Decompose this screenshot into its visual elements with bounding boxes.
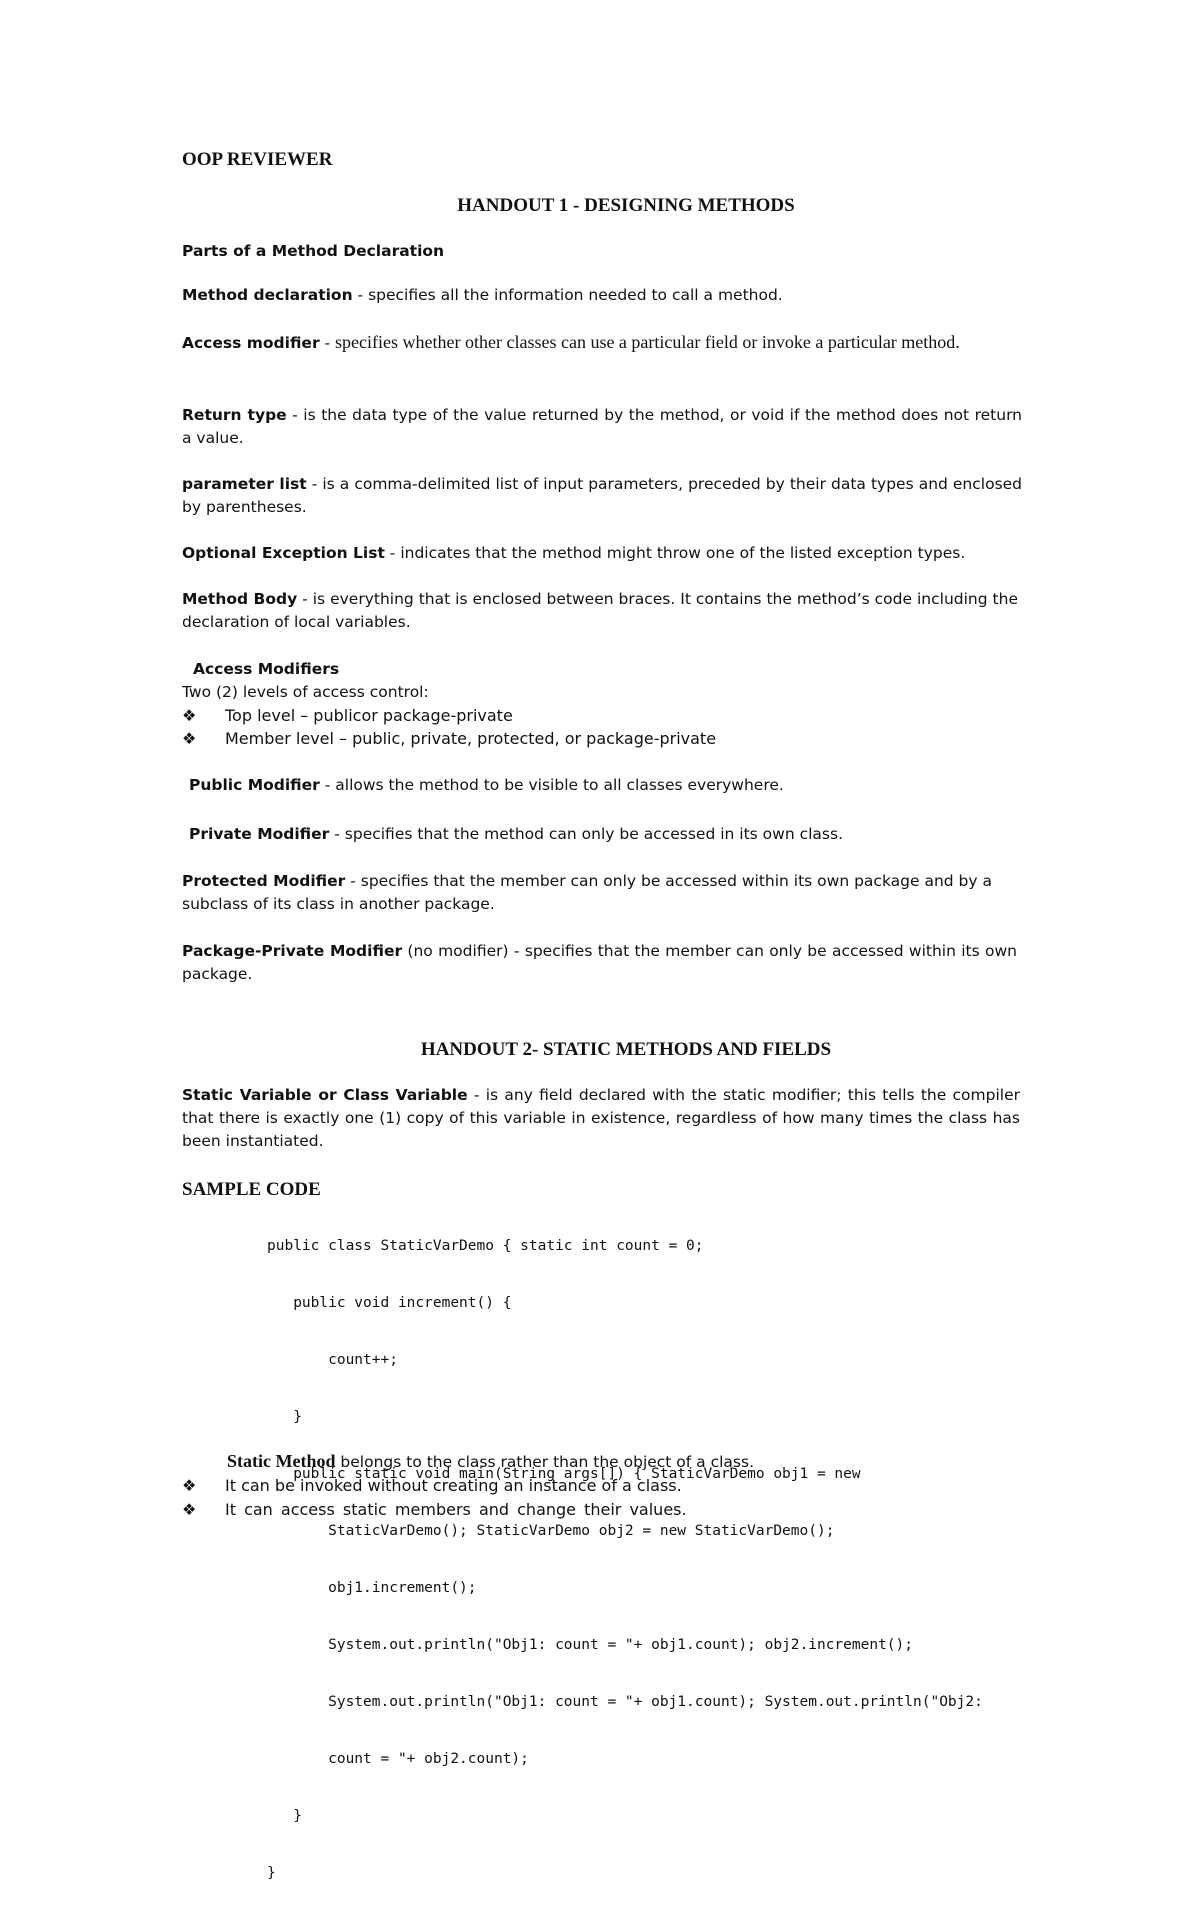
modifier-text: allows the method to be visible to all classes everywhere. bbox=[335, 776, 784, 794]
modifier-sep: - bbox=[319, 776, 336, 794]
definition-term: Access modifier bbox=[182, 334, 320, 352]
code-line: } bbox=[267, 1808, 302, 1824]
modifier-term: Protected Modifier bbox=[182, 872, 346, 890]
definition-sep: - bbox=[297, 590, 313, 608]
handout2-heading: HANDOUT 2- STATIC METHODS AND FIELDS bbox=[420, 1039, 832, 1060]
static-variable-text: is any field declared with the static modifier; this tells the compiler that there is exactly one (1) copy of this variable in existence, regardless of how many times the class has been instantiated. bbox=[182, 1086, 1020, 1150]
static-method-bullet-item: It can be invoked without creating an instance of a class. bbox=[225, 1476, 682, 1495]
static-method-bullet-item: It can access static members and change their values. bbox=[225, 1500, 687, 1519]
modifier-private bbox=[189, 823, 1029, 846]
definition-access-modifier bbox=[182, 331, 1002, 355]
diamond-bullet-icon: ❖ bbox=[182, 1476, 197, 1495]
code-line: public static void main(String args[]) { StaticVarDemo obj1 = new bbox=[267, 1466, 861, 1482]
static-variable-term: Static Variable or Class Variable bbox=[182, 1086, 468, 1104]
access-bullet-item: Top level – publicor package-private bbox=[225, 706, 513, 725]
definition-text: specifies all the information needed to call a method. bbox=[368, 286, 783, 304]
definition-text: is a comma-delimited list of input parameters, preceded by their data types and enclosed by parentheses. bbox=[182, 475, 1023, 516]
code-line: obj1.increment(); bbox=[267, 1580, 477, 1596]
modifier-text: specifies that the member can only be accessed within its own package. bbox=[182, 942, 1017, 983]
definition-parameter-list bbox=[182, 473, 1022, 519]
definition-text: specifies whether other classes can use a particular field or invoke a particular method. bbox=[335, 332, 960, 352]
access-modifiers-intro: Two (2) levels of access control: bbox=[182, 683, 429, 701]
code-block bbox=[267, 1199, 983, 1921]
modifier-sep: - bbox=[345, 872, 361, 890]
definition-text: is everything that is enclosed between braces. It contains the method’s code including the declaration of local variables. bbox=[182, 590, 1018, 631]
static-variable-definition bbox=[182, 1084, 1020, 1153]
definition-term: Method declaration bbox=[182, 286, 353, 304]
definition-sep: - bbox=[306, 475, 323, 493]
diamond-bullet-icon: ❖ bbox=[182, 1500, 197, 1519]
static-method-term: Static Method bbox=[227, 1451, 336, 1471]
modifier-package-private bbox=[182, 940, 1017, 986]
handout1-heading: HANDOUT 1 - DESIGNING METHODS bbox=[457, 195, 795, 216]
definition-text: indicates that the method might throw one of the listed exception types. bbox=[400, 544, 966, 562]
code-line: public class StaticVarDemo { static int count = 0; bbox=[267, 1238, 704, 1254]
modifier-term: Package-Private Modifier bbox=[182, 942, 403, 960]
diamond-bullet-icon: ❖ bbox=[182, 706, 197, 725]
code-line: } bbox=[267, 1409, 302, 1425]
modifier-text: specifies that the member can only be accessed within its own package and by a subclass of its class in another package. bbox=[182, 872, 992, 913]
parts-heading: Parts of a Method Declaration bbox=[182, 242, 445, 260]
code-line: StaticVarDemo(); StaticVarDemo obj2 = new StaticVarDemo(); bbox=[267, 1523, 835, 1539]
code-line: public void increment() { bbox=[267, 1295, 512, 1311]
static-method-text: belongs to the class rather than the object of a class. bbox=[335, 1453, 755, 1471]
definition-text: is the data type of the value returned by the method, or void if the method does not return a value. bbox=[182, 406, 1022, 447]
definition-sep: - bbox=[286, 406, 304, 424]
definition-return-type bbox=[182, 404, 1022, 450]
static-variable-sep: - bbox=[467, 1086, 486, 1104]
diamond-bullet-icon: ❖ bbox=[182, 729, 197, 748]
modifier-protected bbox=[182, 870, 1017, 916]
modifier-text: specifies that the method can only be accessed in its own class. bbox=[344, 825, 843, 843]
modifier-sep: - bbox=[329, 825, 345, 843]
code-line: count = "+ obj2.count); bbox=[267, 1751, 529, 1767]
modifier-sep: (no modifier) - bbox=[402, 942, 525, 960]
code-line: System.out.println("Obj1: count = "+ obj1.count); obj2.increment(); bbox=[267, 1637, 914, 1653]
code-line: System.out.println("Obj1: count = "+ obj1.count); System.out.println("Obj2: bbox=[267, 1694, 983, 1710]
modifier-term: Private Modifier bbox=[189, 825, 330, 843]
definition-sep: - bbox=[384, 544, 401, 562]
definition-term: Return type bbox=[182, 406, 287, 424]
definition-term: Optional Exception List bbox=[182, 544, 385, 562]
definition-method-declaration bbox=[182, 284, 1022, 307]
static-method-definition bbox=[227, 1450, 1067, 1474]
definition-term: Method Body bbox=[182, 590, 298, 608]
access-modifiers-heading: Access Modifiers bbox=[193, 660, 340, 678]
access-bullet-item: Member level – public, private, protected, or package-private bbox=[225, 729, 717, 748]
code-line: count++; bbox=[267, 1352, 398, 1368]
definition-term: parameter list bbox=[182, 475, 307, 493]
definition-method-body bbox=[182, 588, 1018, 634]
definition-sep: - bbox=[319, 334, 336, 352]
document-title: OOP REVIEWER bbox=[182, 149, 333, 170]
modifier-term: Public Modifier bbox=[189, 776, 320, 794]
code-line: } bbox=[267, 1865, 276, 1881]
sample-code-label: SAMPLE CODE bbox=[182, 1179, 321, 1200]
modifier-public bbox=[189, 774, 1029, 797]
definition-sep: - bbox=[352, 286, 369, 304]
definition-optional-exception-list bbox=[182, 542, 1022, 565]
